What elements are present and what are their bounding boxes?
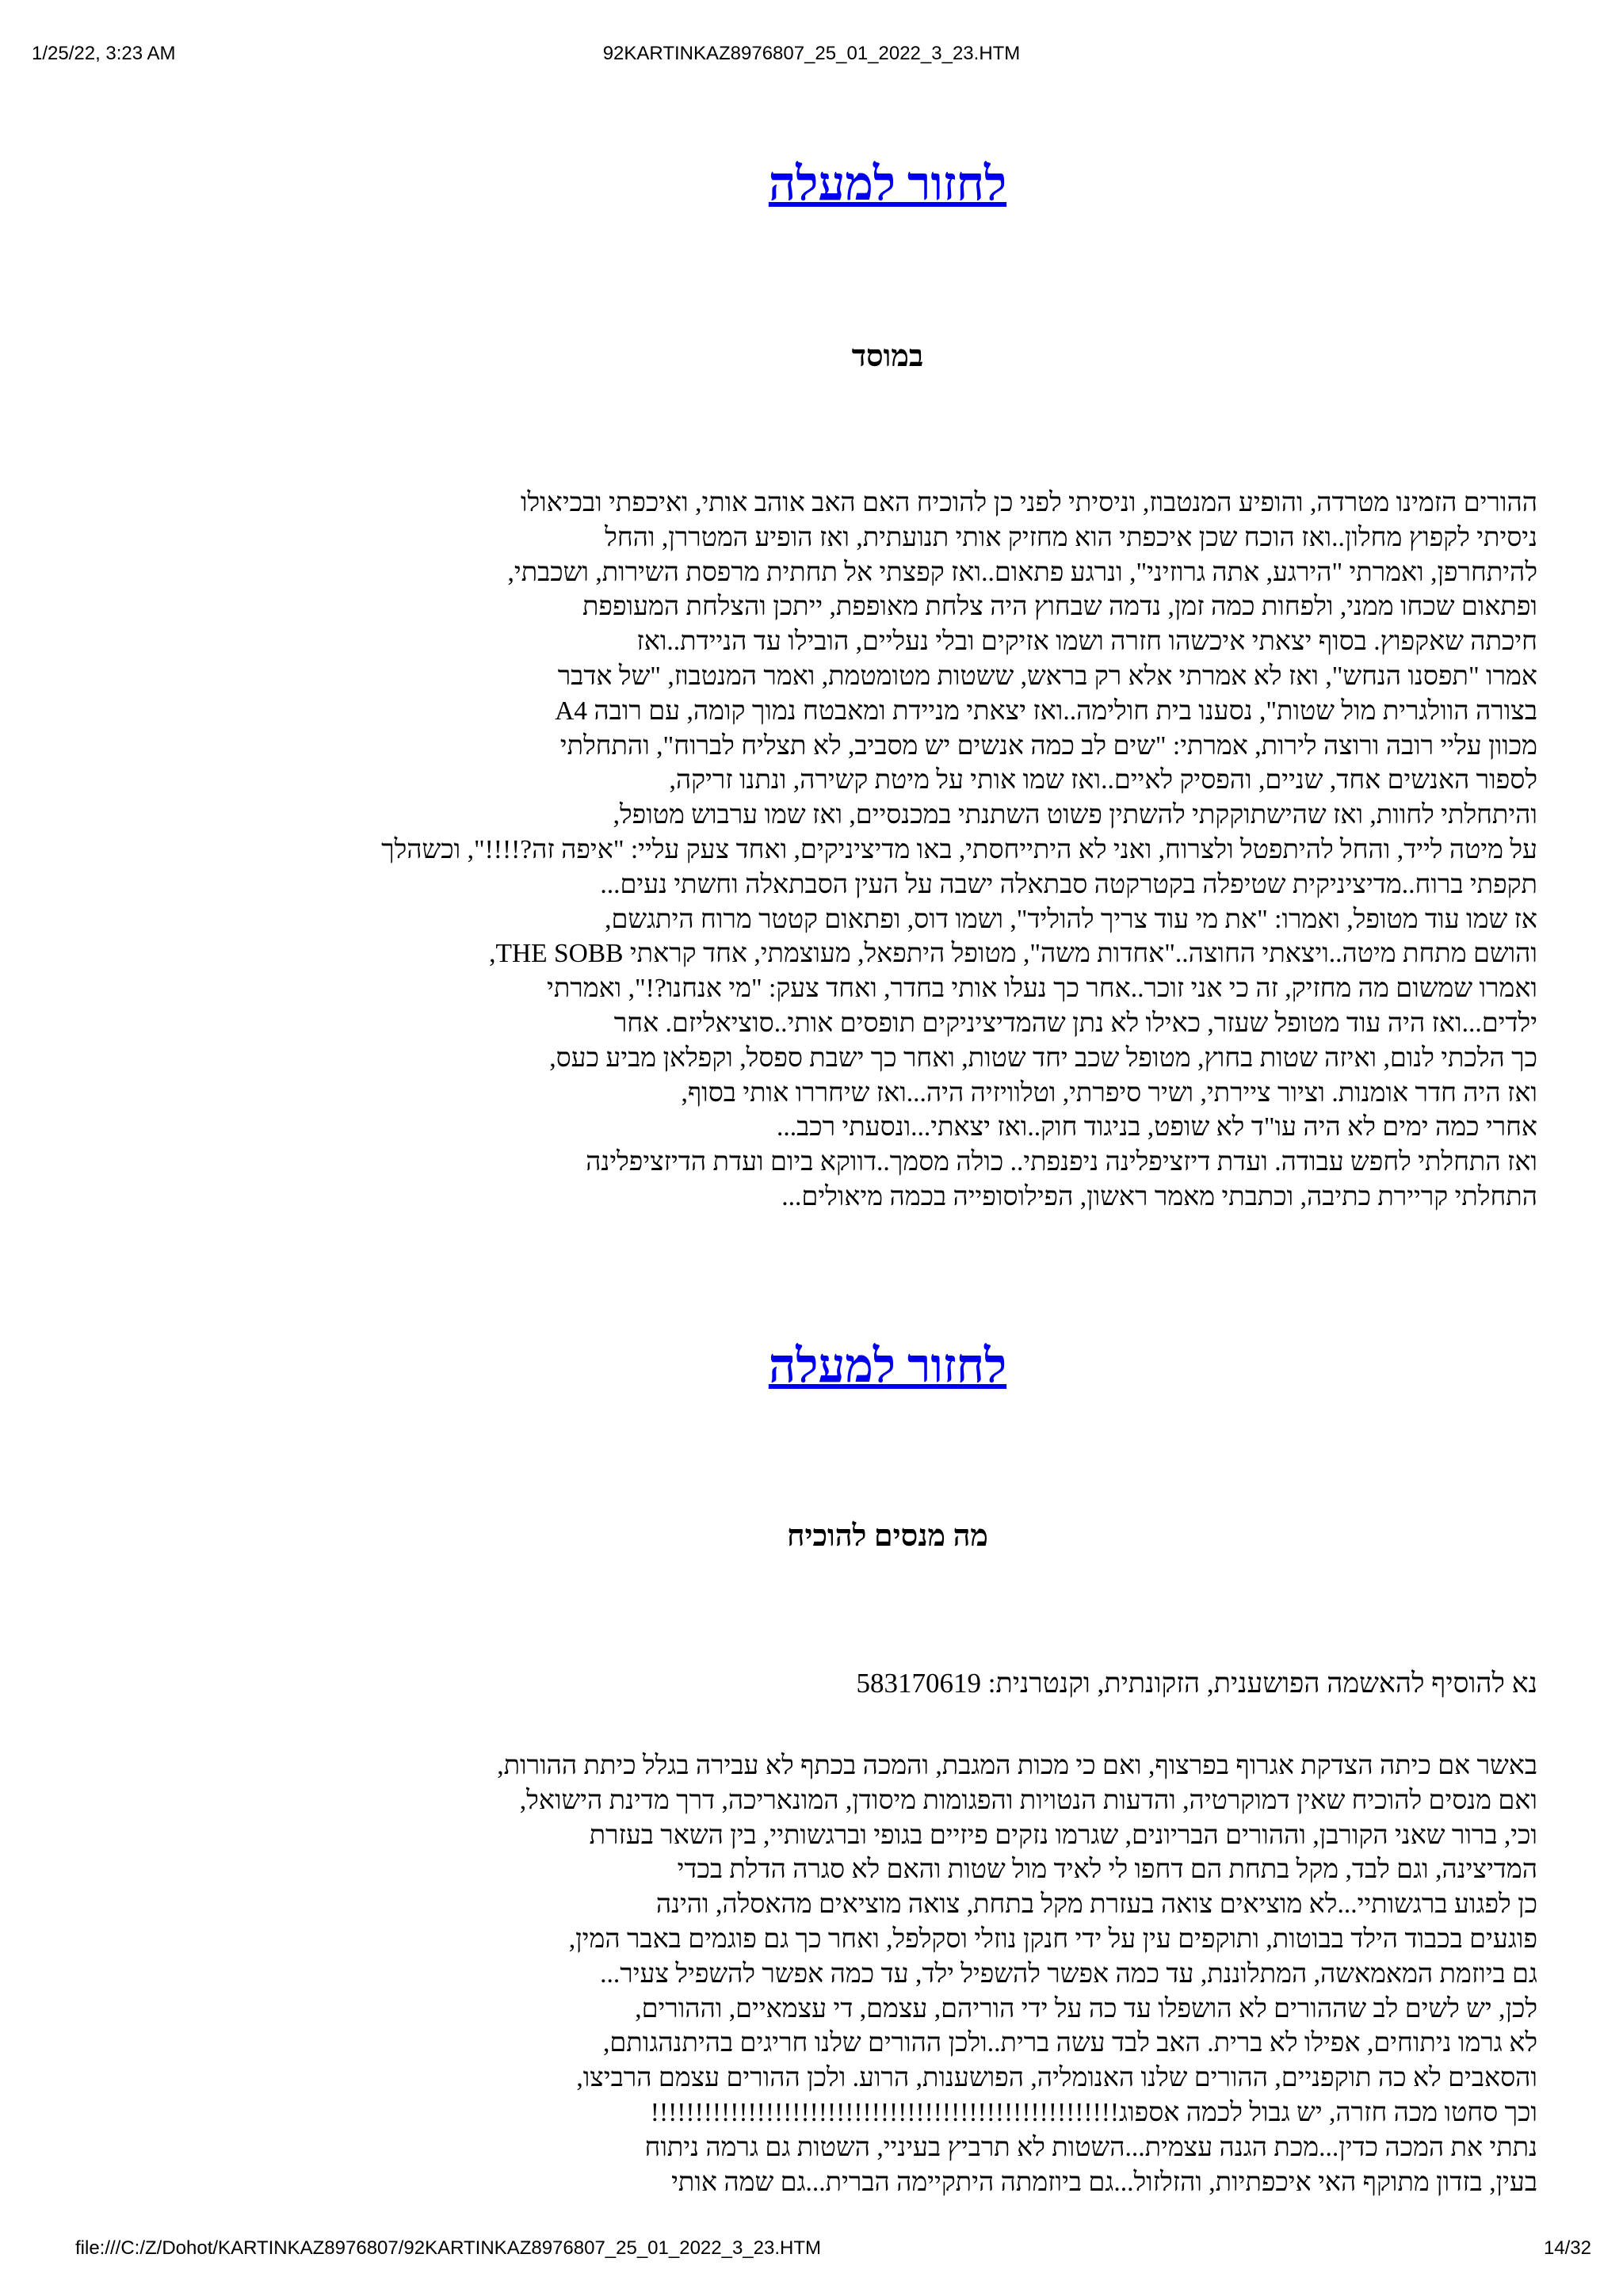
text-line: ילדים...ואז היה עוד מטופל שעזר, כאילו לא נתן שהמדיציניקים תופסים אותי..סוציאליזם. אחר — [613, 1008, 1537, 1038]
text-line: מכוון עליי רובה ורוצה לירות, אמרתי: "שים לב כמה אנשים יש מסביב, לא תצליח לברוח", והתחלתי — [559, 730, 1537, 761]
section-title-institution: במוסד — [851, 340, 924, 373]
text-line: על מיטה לייד, והחל להיתפטל ולצרוח, ואני לא היתייחסתי, באו מדיציניקים, ואחד צעק עליי: "איפה זה?!!!!", וכשהלך — [381, 834, 1537, 864]
text-line: וכך סחטו מכה חזרה, יש גבול לכמה אספוג!!!!!!!!!!!!!!!!!!!!!!!!!!!!!!!!!!!!!!!!!!!!!!!!!!!!! — [650, 2097, 1537, 2127]
text-line: ניסיתי לקפוץ מחלון..ואז הוכח שכן איכפתי הוא מחזיק אותי תנועתית, ואז הופיע המטררן, והחל — [605, 522, 1537, 552]
text-line: באשר אם כיתה הצדקת אגרוף בפרצוף, ואם כי מכות המגבת, והמכה בכתף לא עבירה בגלל כיתת ההורות, — [497, 1751, 1537, 1780]
print-file-path: file:///C:/Z/Dohot/KARTINKAZ8976807/92KARTINKAZ8976807_25_01_2022_3_23.HTM — [75, 2237, 822, 2259]
text-line: להיתחרפן, ואמרתי "הירגע, אתה גרוזיני", ונרגע פתאום..ואז קפצתי אל תחתית מרפסת השירות, ושכבתי, — [507, 557, 1537, 587]
text-line: תקפתי ברוח..מדיציניקית שטיפלה בקטרקטה סבתאלה ישבה על העין הסבתאלה וחשתי נעים... — [600, 869, 1537, 899]
accusation-intro-line: נא להוסיף להאשמה הפושענית, הזקונתית, וקנטרנית: 583170619 — [856, 1668, 1537, 1699]
section-body-what-trying-to-prove — [238, 1749, 1537, 2199]
print-footer — [32, 2229, 1591, 2261]
text-line: והסאבים לא כה תוקפניים, ההורים שלנו האנומליה, הפושענות, הרוע. ולכן ההורים עצמם הרביצו, — [576, 2063, 1537, 2093]
text-line: חיכתה שאקפוץ. בסוף יצאתי איכשהו חזרה ושמו אזיקים ובלי נעליים, הובילו עד הניידת..ואז — [636, 627, 1537, 657]
section-title-what-trying-to-prove: מה מנסים להוכיח — [787, 1520, 988, 1553]
text-line: לא גרמו ניתוחים, אפילו לא ברית. האב לבד עשה ברית..ולכן ההורים שלנו חריגים בהיתנהגותם, — [603, 2028, 1537, 2058]
text-line: ואז היה חדר אומנות. וציור ציירתי, ושיר סיפרתי, וטלוויזיה היה...ואז שיחררו אותי בסוף, — [681, 1077, 1537, 1108]
text-line: כך הלכתי לנום, ואיזה שטות בחוץ, מטופל שכב יחד שטות, ואחר כך ישבת ספסל, וקפלאן מביע כעס, — [549, 1043, 1537, 1073]
text-line: ואז התחלתי לחפש עבודה. ועדת דיזציפלינה ניפנפתי.. כולה מסמך..דווקא ביום ועדת הדיזציפלינה — [586, 1147, 1537, 1177]
text-line: אמרו "תפסנו הנחש", ואז לא אמרתי אלא רק בראש, ששטות מטומטמת, ואמר המנטבוז, "של אדבר — [557, 661, 1537, 691]
back-to-top-link[interactable]: לחזור למעלה — [768, 158, 1007, 210]
text-line: התחלתי קריירת כתיבה, וכתבתי מאמר ראשון, הפילוסופייה בכמה מיאולים... — [781, 1181, 1537, 1211]
text-line: אחרי כמה ימים לא היה עו"ד לא שופט, בניגוד חוק..ואז יצאתי...ונסעתי רכב... — [777, 1112, 1537, 1142]
text-line: והיתחלתי לחוות, ואז שהישתוקקתי להשתין פשוט השתנתי במכנסיים, ואז שמו ערבוש מטופל, — [613, 800, 1537, 830]
text-line: ואמרו שמשום מה מחזיק, זה כי אני זוכר..אחר כך נעלו אותי בחדר, ואחד צעק: "מי אנחנו?!", ואמרתי — [547, 974, 1537, 1004]
print-datetime: 1/25/22, 3:23 AM — [32, 43, 176, 64]
text-line: כן לפגוע ברגשותיי...לא מוציאים צואה בעזרת מקל בתחת, צואה מוציאים מהאסלה, והינה — [655, 1890, 1537, 1920]
back-to-top-link[interactable]: לחזור למעלה — [768, 1340, 1007, 1392]
text-line: ופתאום שכחו ממני, ולפחות כמה זמן, נדמה שבחוץ היה צלחת מאופפת, ייתכן והצלחת המעופפת — [582, 592, 1537, 622]
text-line: גם ביוזמת המאמאשה, המתלוננת, עד כמה אפשר להשפיל ילד, עד כמה אפשר להשפיל צעיר... — [600, 1958, 1537, 1989]
text-line: נתתי את המכה כדין...מכת הגנה עצמית...השטות לא תרביץ בעיניי, השטות גם גרמה ניתוח — [644, 2132, 1537, 2162]
text-line: המדיצינה, וגם לבד, מקל בתחת הם דחפו לי לאיד מול שטות והאם לא סגרה הדלת בכדי — [677, 1855, 1537, 1885]
print-header — [32, 36, 1591, 68]
text-line: אז שמו עוד מטופל, ואמרו: "את מי עוד צריך להוליד", ושמו דוס, ופתאום קטטר מרוח היתגשם, — [605, 904, 1537, 934]
text-line: והושם מתחת מיטה..ויצאתי החוצה.."אחדות משה", מטופל היתפאל, מעוצמתי, אחד קראתי THE SOBB, — [489, 939, 1537, 969]
text-line: וכי, ברור שאני הקורבן, וההורים הבריונים, שגרמו נזקים פיזיים בגופי וברגשותיי, בין השאר בעזרת — [589, 1820, 1537, 1850]
text-line: ההורים הזמינו מטרדה, והופיע המנטבוז, וניסיתי לפני כן להוכיח האם האב אוהב אותי, ואיכפתי ובכיאולו — [520, 488, 1537, 517]
page-number: 14/32 — [1543, 2237, 1591, 2259]
text-line: לכן, יש לשים לב שההורים לא הושפלו עד כה על ידי הוריהם, עצמם, די עצמאיים, וההורים, — [635, 1993, 1537, 2023]
print-filename: 92KARTINKAZ8976807_25_01_2022_3_23.HTM — [602, 43, 1021, 64]
text-line: לספור האנשים אחד, שניים, והפסיק לאיים..ואז שמו אותי על מיטת קשירה, ונתנו זריקה, — [669, 765, 1537, 795]
text-line: פוגעים בכבוד הילד בבוטות, ותוקפים עין על ידי חנקן נוזלי וסקלפל, ואחר כך גם פוגמים באבר המין, — [568, 1924, 1537, 1954]
text-line: בצורה הוולגרית מול שטות", נסענו בית חולימה..ואז יצאתי מניידת ומאבטח נמוך קומה, עם רובה A4 — [555, 696, 1537, 726]
text-line: בעין, בזדון מתוקף האי איכפתיות, והזלזול...גם ביוזמתה היתקיימה הברית...גם שמה אותי — [671, 2167, 1537, 2197]
section-body-institution — [238, 486, 1537, 1215]
text-line: ואם מנסים להוכיח שאין דמוקרטיה, והדעות הנטויות והפגומות מיסודן, המונאריכה, דרך מדינת הישואל, — [519, 1785, 1537, 1815]
